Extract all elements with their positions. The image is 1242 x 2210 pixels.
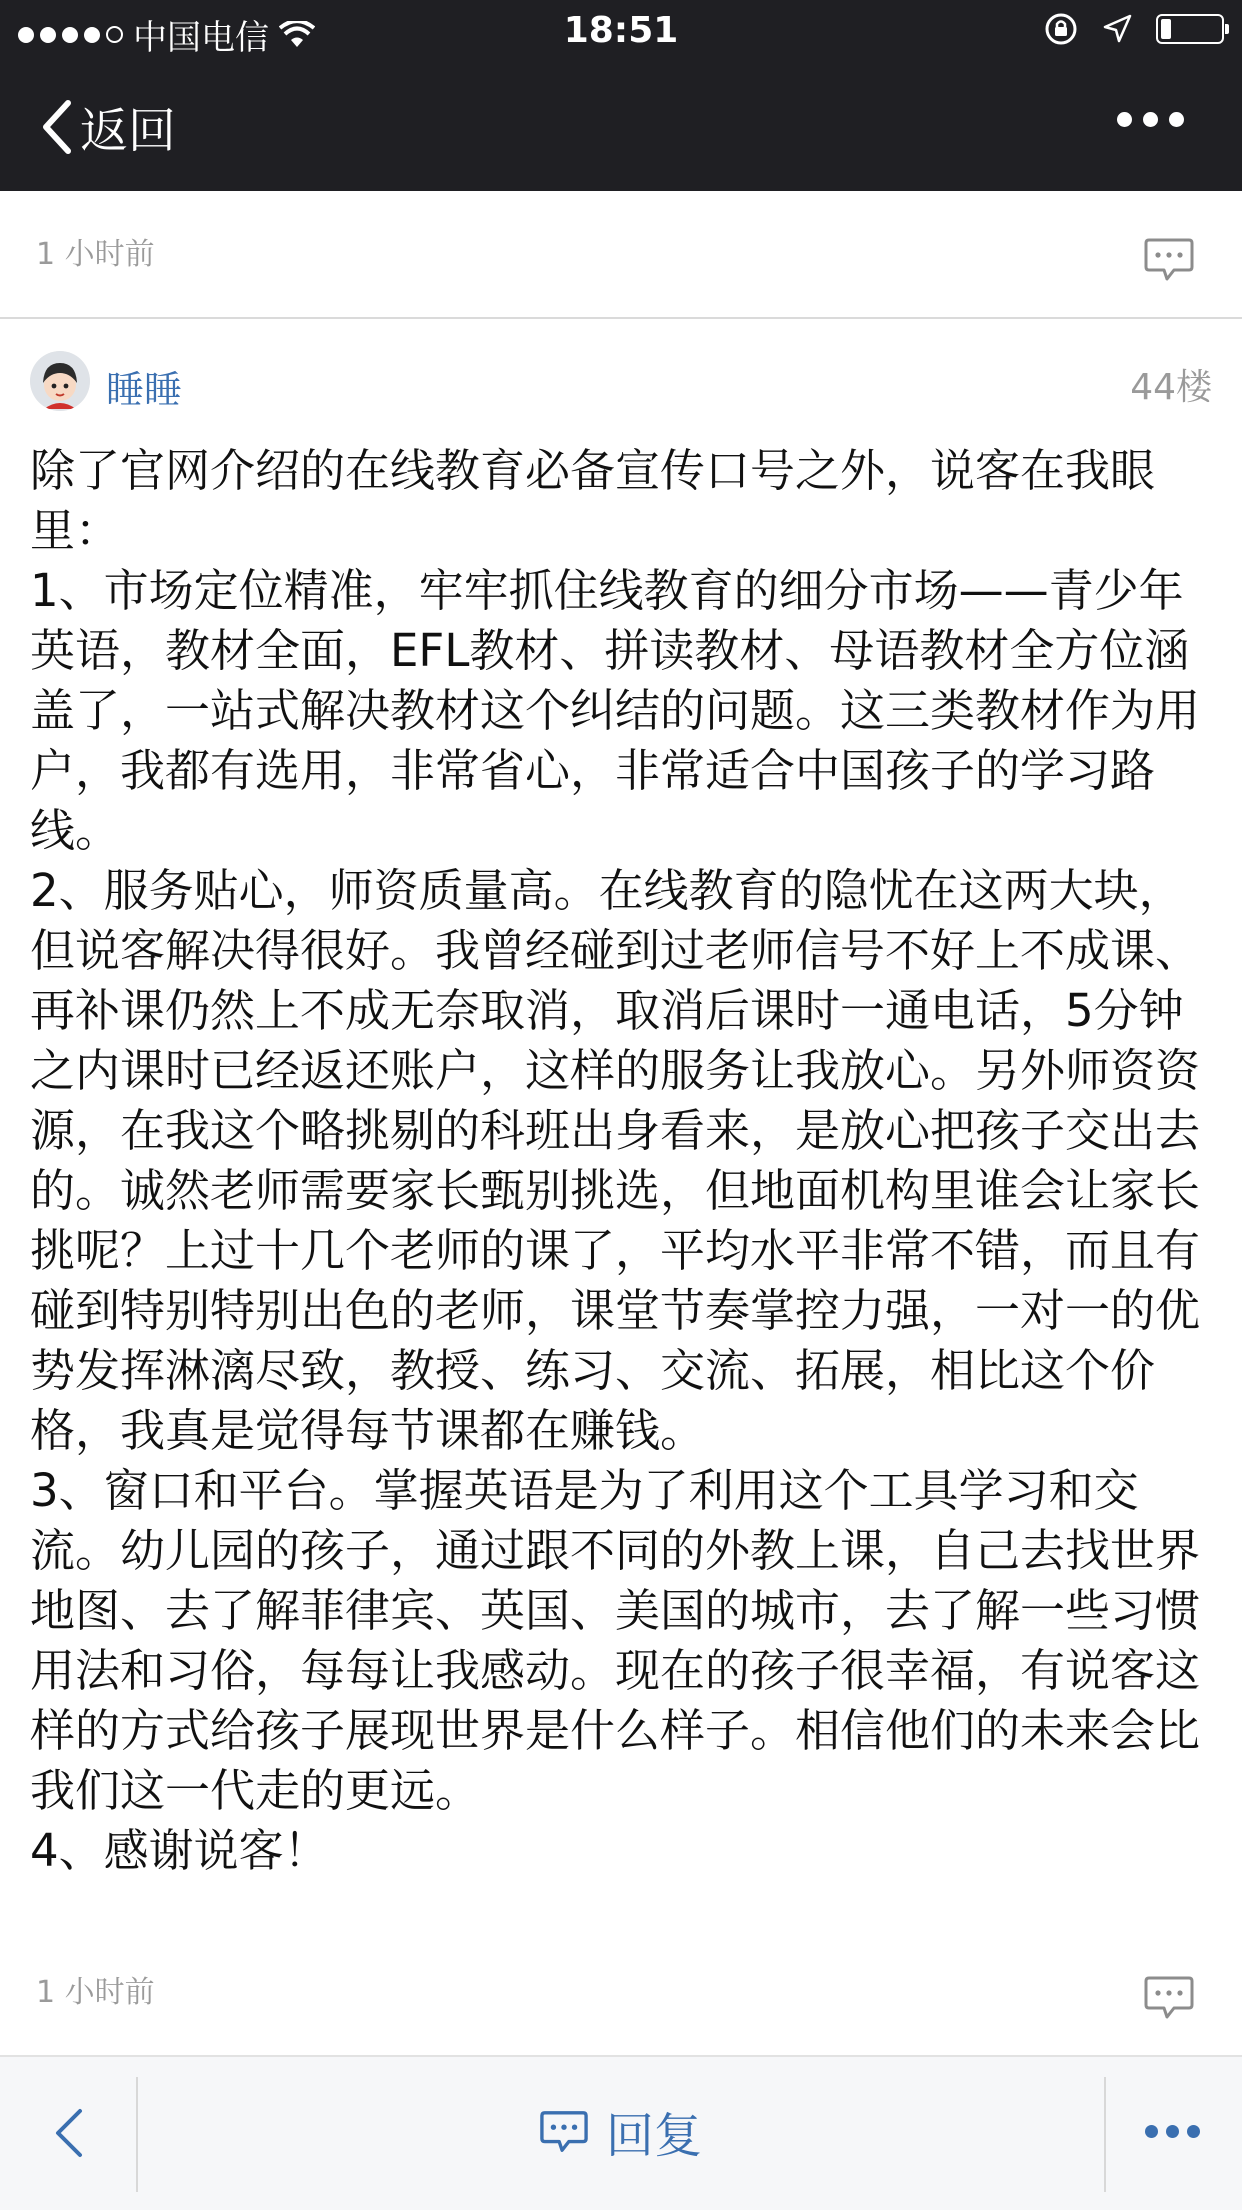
navigation-bar	[0, 62, 1242, 191]
reply-label: 回复	[606, 2108, 703, 2164]
status-bar	[0, 0, 1242, 62]
chevron-left-icon	[40, 99, 72, 155]
reply-button[interactable]	[540, 2097, 702, 2166]
post-footer	[0, 1959, 1242, 2055]
battery-icon	[1156, 14, 1224, 44]
post-content: 除了官网介绍的在线教育必备宣传口号之外，说客在我眼里： 1、市场定位精准，牢牢抓住线教育的细分市场——青少年英语，教材全面，EFL教材、拼读教材、母语教材全方位涵盖了，一站式解决教材这个纠结的问题。这三类教材作为用户，我都有选用，非常省心，非常适合中国孩子的学习路线。 2、服务贴心，师资质量高。在线教育的隐忧在这两大块，但说客解决得很好。我曾经碰到过老师信号不好上不成课、再补课仍然上不成无奈取消，取消后课时一通电话，5分钟之内课时已经返还账户，这样的服务让我放心。另外师资资源，在我这个略挑剔的科班出身看来，是放心把孩子交出去的。诚然老师需要家长甄别挑选，但地面机构里谁会让家长挑呢？上过十几个老师的课了，平均水平非常不错，而且有碰到特别特别出色的老师，课堂节奏掌控力强，一对一的优势发挥淋漓尽致，教授、练习、交流、拓展，相比这个价格，我真是觉得每节课都在赚钱。 3、窗口和平台。掌握英语是为了利用这个工具学习和交流。幼儿园的孩子，通过跟不同的外教上课，自己去找世界地图、去了解菲律宾、英国、美国的城市，去了解一些习惯用法和习俗，每每让我感动。现在的孩子很幸福，有说客这样的方式给孩子展现世界是什么样子。相信他们的未来会比我们这一代走的更远。 4、感谢说客！	[30, 444, 1201, 1877]
location-arrow-icon	[1102, 14, 1132, 44]
bottom-toolbar	[0, 2055, 1242, 2210]
more-options-button[interactable]	[1145, 2125, 1200, 2138]
comment-time: 1 小时前	[36, 237, 155, 272]
avatar[interactable]	[30, 351, 90, 411]
back-label: 返回	[80, 103, 177, 159]
username[interactable]: 睡睡	[106, 368, 183, 412]
reply-icon	[540, 2109, 588, 2155]
divider	[1104, 2077, 1106, 2192]
post-time: 1 小时前	[36, 1975, 155, 2010]
orientation-lock-icon	[1044, 12, 1078, 46]
chevron-left-icon[interactable]	[48, 2105, 88, 2161]
back-button[interactable]	[40, 92, 176, 161]
more-options-button[interactable]	[1117, 112, 1184, 127]
comment-icon[interactable]	[1144, 1975, 1194, 2021]
top-bar	[0, 0, 1242, 191]
divider	[136, 2077, 138, 2192]
floor-number: 44楼	[1130, 367, 1212, 408]
previous-comment-footer	[0, 191, 1242, 319]
comment-icon[interactable]	[1144, 237, 1194, 283]
carrier-name: 中国电信	[133, 18, 269, 58]
status-time: 18:51	[563, 10, 679, 51]
